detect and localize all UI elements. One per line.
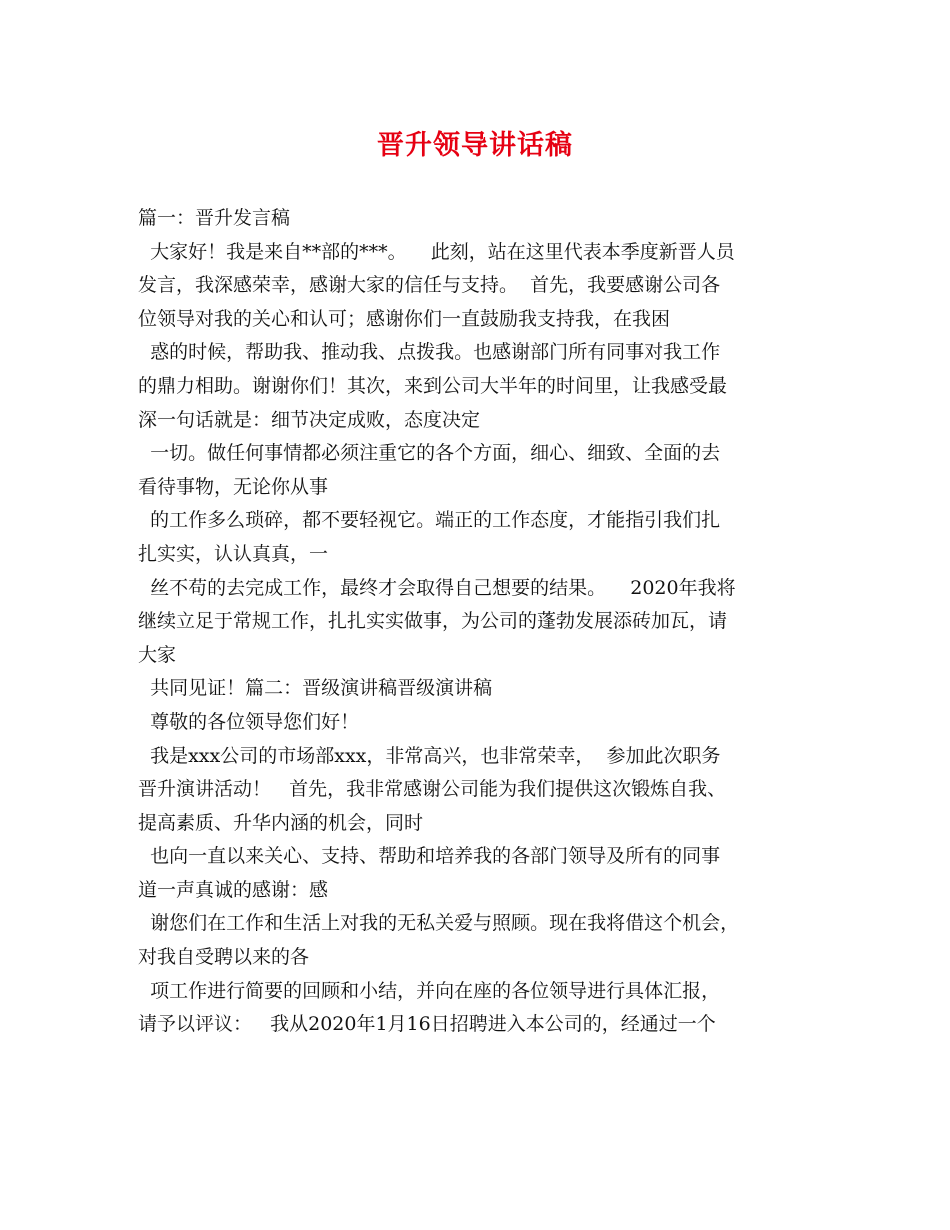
body-line: 也向一直以来关心、支持、帮助和培养我的各部门领导及所有的同事 xyxy=(138,845,721,868)
document-body xyxy=(138,202,828,1042)
body-line: 位领导对我的关心和认可；感谢你们一直鼓励我支持我，在我困 xyxy=(138,307,671,330)
body-line: 大家好！我是来自**部的***。 此刻，站在这里代表本季度新晋人员 xyxy=(138,240,735,263)
body-line: 的工作多么琐碎，都不要轻视它。端正的工作态度，才能指引我们扎 xyxy=(138,509,721,532)
body-line: 项工作进行简要的回顾和小结，并向在座的各位领导进行具体汇报， xyxy=(138,979,721,1002)
body-line: 道一声真诚的感谢：感 xyxy=(138,878,329,901)
body-line: 大家 xyxy=(138,643,177,666)
body-line: 尊敬的各位领导您们好！ xyxy=(138,710,360,733)
body-line: 我是xxx公司的市场部xxx，非常高兴，也非常荣幸， 参加此次职务 xyxy=(138,744,721,767)
body-line: 篇一：晋升发言稿 xyxy=(138,207,291,229)
body-line: 共同见证！篇二：晋级演讲稿晋级演讲稿 xyxy=(138,677,493,700)
body-line: 发言，我深感荣幸，感谢大家的信任与支持。 首先，我要感谢公司各 xyxy=(138,274,721,297)
body-line: 的鼎力相助。谢谢你们！其次，来到公司大半年的时间里，让我感受最 xyxy=(138,374,728,397)
body-line: 晋升演讲活动！ 首先，我非常感谢公司能为我们提供这次锻炼自我、 xyxy=(138,778,727,801)
body-line: 丝不苟的去完成工作，最终才会取得自己想要的结果。 2020年我将 xyxy=(138,576,736,599)
body-line: 对我自受聘以来的各 xyxy=(138,946,310,969)
body-line: 提高素质、升华内涵的机会，同时 xyxy=(138,811,424,834)
body-line: 看待事物，无论你从事 xyxy=(138,475,329,498)
body-line: 扎实实，认认真真，一 xyxy=(138,542,329,565)
body-line: 惑的时候，帮助我、推动我、点拨我。也感谢部门所有同事对我工作 xyxy=(138,341,721,364)
body-line: 继续立足于常规工作，扎扎实实做事，为公司的蓬勃发展添砖加瓦，请 xyxy=(138,610,728,633)
body-line: 一切。做任何事情都必须注重它的各个方面，细心、细致、全面的去 xyxy=(138,442,721,465)
document-title: 晋升领导讲话稿 xyxy=(377,130,573,161)
body-line: 深一句话就是：细节决定成败，态度决定 xyxy=(138,408,481,431)
body-line: 请予以评议： 我从2020年1月16日招聘进入本公司的，经通过一个 xyxy=(138,1013,716,1036)
body-line: 谢您们在工作和生活上对我的无私关爱与照顾。现在我将借这个机会， xyxy=(138,912,740,935)
